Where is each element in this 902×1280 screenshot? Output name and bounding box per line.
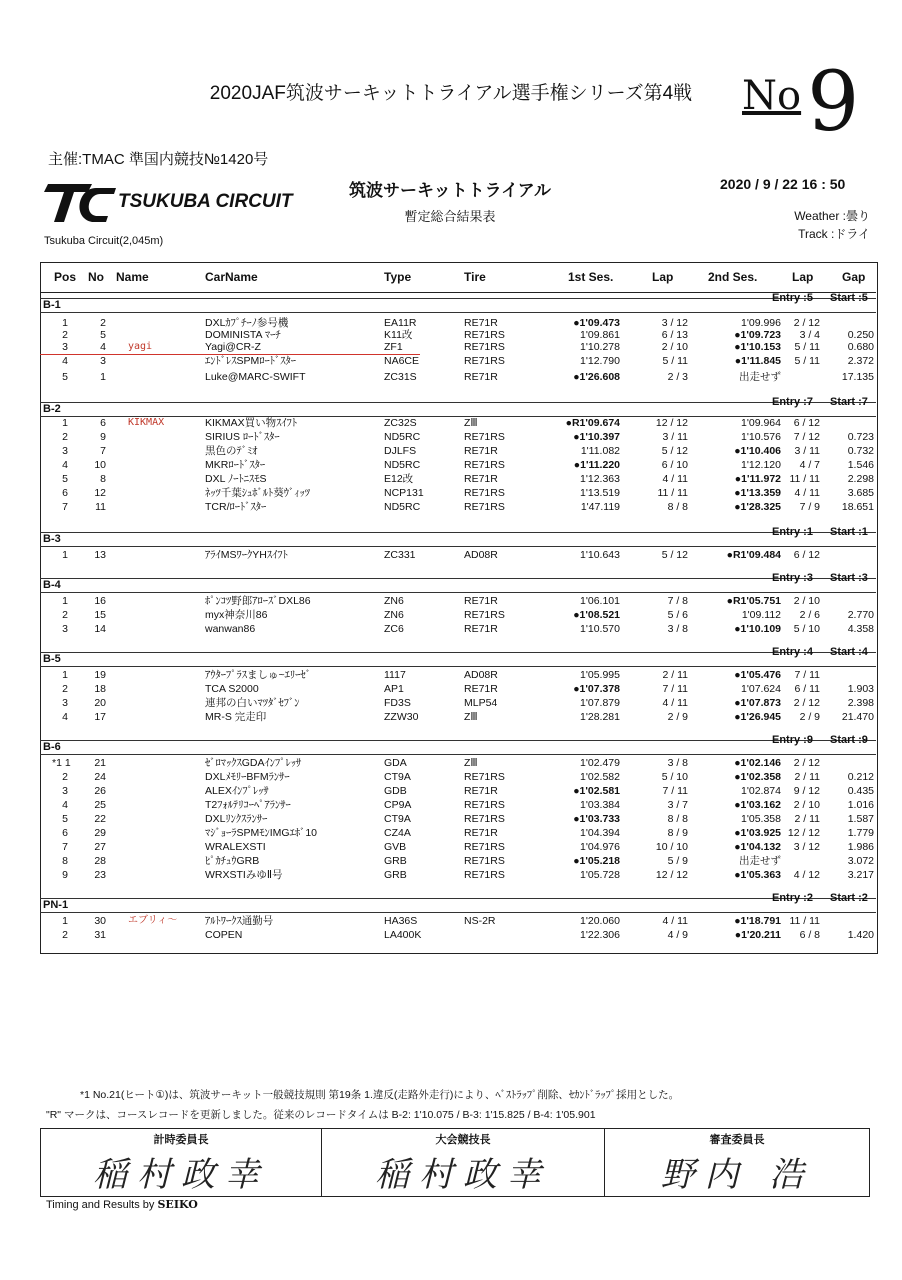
timing-credit: Timing and Results by SEIKO xyxy=(46,1198,198,1211)
header-lap1: Lap xyxy=(652,270,674,284)
table-row: 1 16 ﾎﾟﾝｺﾂ野郎ｱﾛｰｽﾞDXL86 ZN6 RE71R 1'06.101 7 / 8 ●R 1'05.751 2 / 10 xyxy=(40,596,876,606)
table-row: 5 22 DXLﾘﾝｸｽﾗﾝｻｰ CT9A RE71RS ● 1'03.733 8 / 8 1'05.358 2 / 11 1.587 xyxy=(40,814,876,824)
table-row: 4 25 T2ﾌｫﾙﾃﾘｺｰﾍﾟｱﾗﾝｻｰ CP9A RE71RS 1'03.384 3 / 7 ● 1'03.162 2 / 10 1.016 xyxy=(40,800,876,810)
signature-clerk-of-course: 大会競技長 稲村政幸 xyxy=(322,1129,605,1196)
circuit-subtitle: Tsukuba Circuit(2,045m) xyxy=(44,235,164,247)
seiko-brand: SEIKO xyxy=(157,1198,198,1211)
table-row: 2 18 TCA S2000 AP1 RE71R ● 1'07.378 7 / 11 1'07.624 6 / 11 1.903 xyxy=(40,684,876,694)
signature-timing-chief: 計時委員長 稲村政幸 xyxy=(41,1129,322,1196)
table-row: 2 24 DXLﾒﾓﾘｰBFMﾗﾝｻｰ CT9A RE71RS 1'02.582 5 / 10 ● 1'02.358 2 / 11 0.212 xyxy=(40,772,876,782)
track-info: Track :ドライ xyxy=(798,227,870,241)
document-number-value: 9 xyxy=(807,55,860,150)
tsukuba-circuit-logo xyxy=(44,178,293,228)
group-header-b5: B-5 Entry :4 Start :4 xyxy=(40,652,876,666)
table-row: 8 28 ﾋﾟｶﾁｭｳGRB GRB RE71RS ● 1'05.218 5 / 9 出走せず 3.072 xyxy=(40,856,876,866)
table-row: 2 31 COPEN LA400K 1'22.306 4 / 9 ● 1'20.211 6 / 8 1.420 xyxy=(40,930,876,940)
group-header-b3: B-3 Entry :1 Start :1 xyxy=(40,532,876,546)
organizer-line: 主催:TMAC 準国内競技№1420号 xyxy=(48,151,269,168)
footnote-record: "R" マークは、コースレコードを更新しました。従来のレコードタイムは B-2: 1'10.075 / B-3: 1'15.825 / B-4: 1'05.901 xyxy=(46,1109,596,1121)
table-row: 2 9 SIRIUS ﾛｰﾄﾞｽﾀｰ ND5RC RE71RS ● 1'10.397 3 / 11 1'10.576 7 / 12 0.723 xyxy=(40,432,876,442)
table-row: 3 20 連邦の白いﾏﾂﾀﾞｾﾌﾞﾝ FD3S MLP54 1'07.879 4 / 11 ● 1'07.873 2 / 12 2.398 xyxy=(40,698,876,708)
header-2nd-session: 2nd Ses. xyxy=(708,270,758,284)
header-pos: Pos xyxy=(54,270,77,284)
header-gap: Gap xyxy=(842,270,866,284)
table-row: 5 8 DXL ﾉｰﾄﾆｽﾓS E12改 RE71R 1'12.363 4 / 11 ● 1'11.972 11 / 11 2.298 xyxy=(40,474,876,484)
results-title: 暫定総合結果表 xyxy=(404,209,496,224)
footnote-penalty: *1 No.21(ヒート①)は、筑波サーキット一般競技規則 第19条 1.違反(走路外走行)により、ﾍﾞｽﾄﾗｯﾌﾟ削除、ｾｶﾝﾄﾞﾗｯﾌﾟ採用とした。 xyxy=(80,1089,680,1101)
table-row: 4 10 MKRﾛｰﾄﾞｽﾀｰ ND5RC RE71RS ● 1'11.220 6 / 10 1'12.120 4 / 7 1.546 xyxy=(40,460,876,470)
signature-steward-chief: 審査委員長 野内 浩 xyxy=(605,1129,869,1196)
table-row: 3 4 yagi Yagi@CR-Z ZF1 RE71RS 1'10.278 2 / 10 ● 1'10.153 5 / 11 0.680 xyxy=(40,342,876,352)
signature-ink: 野内 浩 xyxy=(660,1155,814,1195)
issue-date: 2020 / 9 / 22 16 : 50 xyxy=(720,176,846,192)
header-type: Type xyxy=(384,270,412,284)
table-row: 4 3 ｴﾝﾄﾞﾚｽSPMﾛｰﾄﾞｽﾀｰ NA6CE RE71RS 1'12.790 5 / 11 ● 1'11.845 5 / 11 2.372 xyxy=(40,356,876,366)
table-row: 5 1 Luke@MARC-SWIFT ZC31S RE71R ● 1'26.608 2 / 3 出走せず 17.135 xyxy=(40,372,876,382)
table-row: *1 1 21 ｾﾞﾛﾏｯｸｽGDAｲﾝﾌﾟﾚｯｻ GDA ZⅢ 1'02.479 3 / 8 ● 1'02.146 2 / 12 xyxy=(40,758,876,768)
signature-ink: 稲村政幸 xyxy=(93,1155,269,1195)
table-row: 9 23 WRXSTIみゆⅡ号 GRB RE71RS 1'05.728 12 / 12 ● 1'05.363 4 / 12 3.217 xyxy=(40,870,876,880)
header-name: Name xyxy=(116,270,149,284)
document-number-prefix: No xyxy=(742,73,802,119)
signature-ink: 稲村政幸 xyxy=(375,1155,551,1195)
header-carname: CarName xyxy=(205,270,258,284)
event-title: 2020JAF筑波サーキットトライアル選手権シリーズ第4戦 xyxy=(209,83,693,104)
group-header-b4: B-4 Entry :3 Start :3 xyxy=(40,578,876,592)
header-no: No xyxy=(88,270,104,284)
document-number xyxy=(742,55,860,150)
signature-table xyxy=(40,1128,870,1197)
table-row: 6 29 ﾏｼﾞｮｰﾗSPMﾓﾝIMGｴﾎﾞ10 CZ4A RE71R 1'04.394 8 / 9 ● 1'03.925 12 / 12 1.779 xyxy=(40,828,876,838)
table-row: 4 17 MR-S 完走印 ZZW30 ZⅢ 1'28.281 2 / 9 ● 1'26.945 2 / 9 21.470 xyxy=(40,712,876,722)
table-row: 1 2 DXLｶﾌﾟﾁｰﾉ参号機 EA11R RE71R ● 1'09.473 3 / 12 1'09.996 2 / 12 xyxy=(40,318,876,328)
table-row: 1 19 ｱｳﾀｰﾌﾟﾗｽましゅ~ｴﾘｰｾﾞ 1117 AD08R 1'05.995 2 / 11 ● 1'05.476 7 / 11 xyxy=(40,670,876,680)
table-row: 1 6 KIKMAX KIKMAX買い物ｽｲﾌﾄ ZC32S ZⅢ ●R 1'09.674 12 / 12 1'09.964 6 / 12 xyxy=(40,418,876,428)
header-1st-session: 1st Ses. xyxy=(568,270,614,284)
handwritten-underline xyxy=(40,354,420,355)
table-header xyxy=(40,262,876,293)
table-row: 6 12 ﾈｯﾂ千葉ｼｭﾎﾞﾙﾄ葵ｳﾞｨｯﾂ NCP131 RE71RS 1'13.519 11 / 11 ● 1'13.359 4 / 11 3.685 xyxy=(40,488,876,498)
group-header-b1: B-1 Entry :5 Start :5 xyxy=(40,298,876,312)
table-row: 2 15 myx神奈川86 ZN6 RE71RS ● 1'08.521 5 / 6 1'09.112 2 / 6 2.770 xyxy=(40,610,876,620)
logo-text: TSUKUBA CIRCUIT xyxy=(118,191,293,212)
group-header-pn1: PN-1 Entry :2 Start :2 xyxy=(40,898,876,912)
table-row: 3 14 wanwan86 ZC6 RE71R 1'10.570 3 / 8 ● 1'10.109 5 / 10 4.358 xyxy=(40,624,876,634)
table-row: 3 26 ALEXｲﾝﾌﾟﾚｯｻ GDB RE71R ● 1'02.581 7 / 11 1'02.874 9 / 12 0.435 xyxy=(40,786,876,796)
table-row: 7 11 TCR/ﾛｰﾄﾞｽﾀｰ ND5RC RE71RS 1'47.119 8 / 8 ● 1'28.325 7 / 9 18.651 xyxy=(40,502,876,512)
table-row: 7 27 WRALEXSTI GVB RE71RS 1'04.976 10 / 10 ● 1'04.132 3 / 12 1.986 xyxy=(40,842,876,852)
header-lap2: Lap xyxy=(792,270,814,284)
weather-info: Weather :曇り xyxy=(794,209,870,223)
group-header-b2: B-2 Entry :7 Start :7 xyxy=(40,402,876,416)
trial-title: 筑波サーキットトライアル xyxy=(349,181,551,200)
table-row: 1 13 ｱﾗｲMSﾜｰｸYHｽｲﾌﾄ ZC331 AD08R 1'10.643 5 / 12 ●R 1'09.484 6 / 12 xyxy=(40,550,876,560)
header-tire: Tire xyxy=(464,270,486,284)
group-header-b6: B-6 Entry :9 Start :9 xyxy=(40,740,876,754)
table-row: 3 7 黒色のﾃﾞﾐｵ DJLFS RE71R 1'11.082 5 / 12 ● 1'10.406 3 / 11 0.732 xyxy=(40,446,876,456)
table-row: 1 30 エブリィ〜 ｱﾙﾄﾜｰｸｽ通勤号 HA36S NS-2R 1'20.060 4 / 11 ● 1'18.791 11 / 11 xyxy=(40,916,876,926)
table-row: 2 5 DOMINISTA ﾏｰﾁ K11改 RE71RS 1'09.861 6 / 13 ● 1'09.723 3 / 4 0.250 xyxy=(40,330,876,340)
